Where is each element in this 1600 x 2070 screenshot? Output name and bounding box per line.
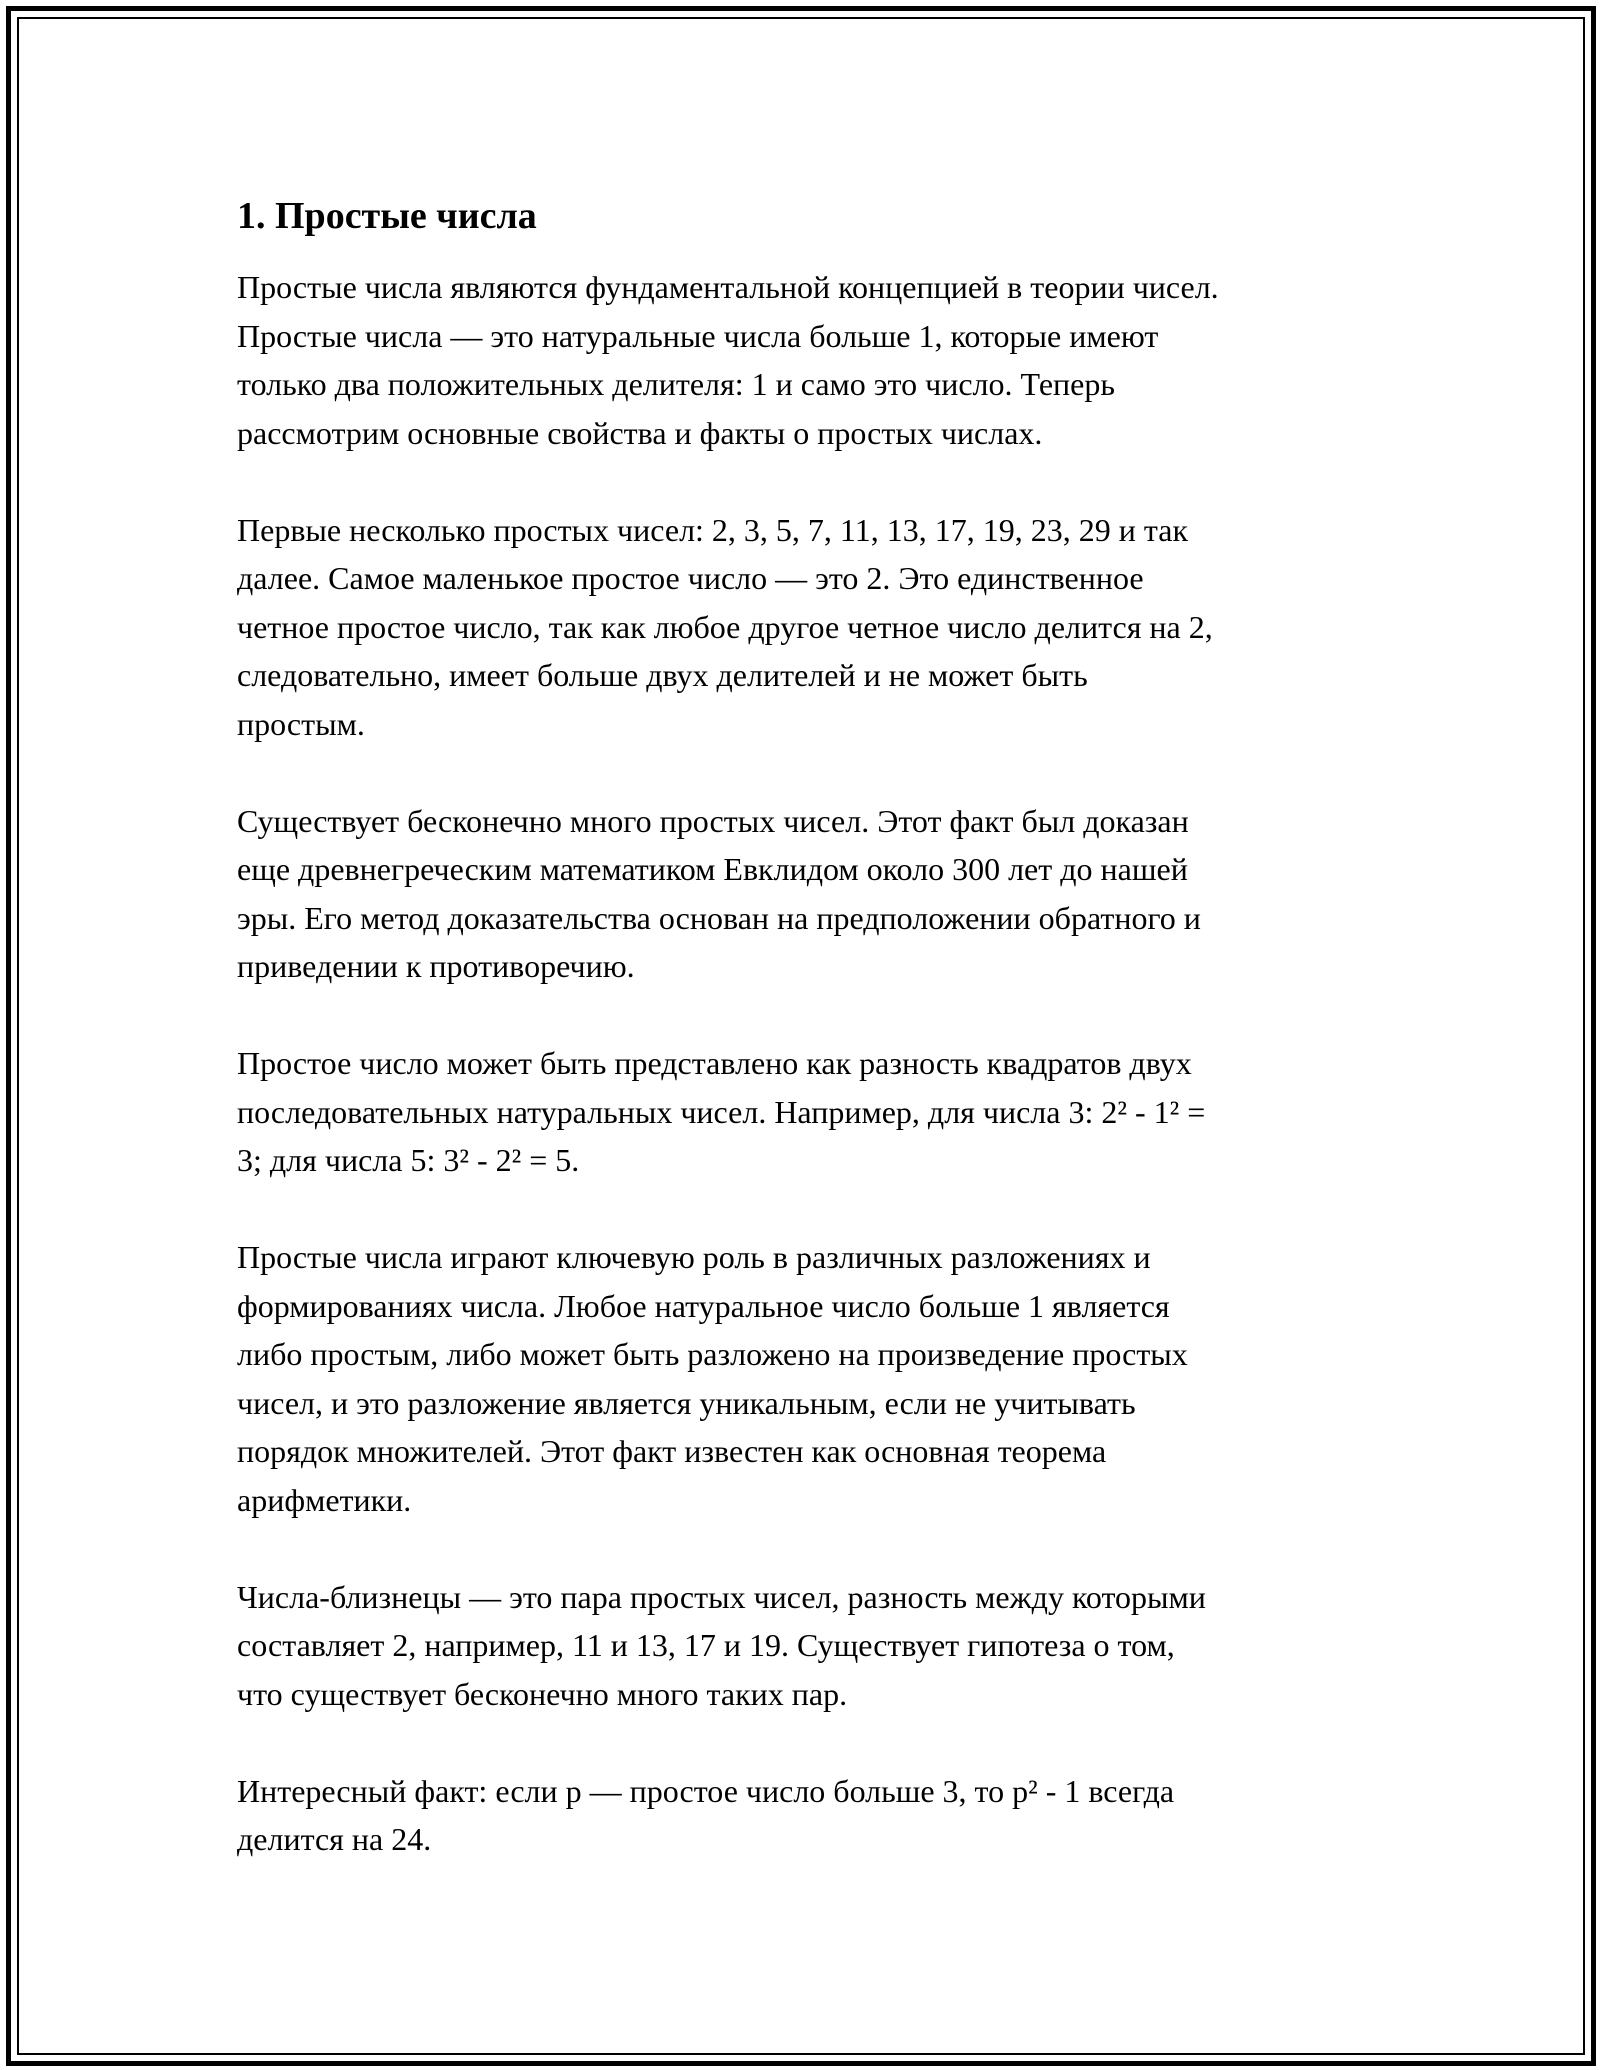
paragraph-intro: Простые числа являются фундаментальной концепцией в теории чисел. Простые числа — это натуральные числа больше 1, которые имеют только два положительных делителя: 1 и само это число. Теперь рассмотрим основные свойства и факты о простых числах. xyxy=(237,269,1219,451)
paragraph-fundamental-theorem: Простые числа играют ключевую роль в различных разложениях и формированиях числа. Любое натуральное число больше 1 является либо простым, либо может быть разложено на произведение простых чисел, и это разложение является уникальным, если не учитывать порядок множителей. Этот факт известен как основная теорема арифметики. xyxy=(237,1239,1188,1518)
paragraph-difference-of-squares: Простое число может быть представлено как разность квадратов двух последовательных натуральных чисел. Например, для числа 3: 2² - 1² = 3; для числа 5: 3² - 2² = 5. xyxy=(237,1045,1206,1178)
paragraph-interesting-fact: Интересный факт: если p — простое число больше 3, то p² - 1 всегда делится на 24. xyxy=(237,1772,1175,1857)
paragraph-first-primes: Первые несколько простых чисел: 2, 3, 5, 7, 11, 13, 17, 19, 23, 29 и так далее. Самое маленькое простое число — это 2. Это единственное четное простое число, так как любое другое четное число делится на 2, следовательно, имеет больше двух делителей и не может быть простым. xyxy=(237,511,1213,742)
document-title: 1. Простые числа xyxy=(237,195,537,237)
paragraph-infinite-primes: Существует бесконечно много простых чисел. Этот факт был доказан еще древнегреческим математиком Евклидом около 300 лет до нашей эры. Его метод доказательства основан на предположении обратного и приведении к противоречию. xyxy=(237,802,1201,984)
document-body xyxy=(237,192,1387,1864)
paragraph-twin-primes: Числа-близнецы — это пара простых чисел, разность между которыми составляет 2, например, 11 и 13, 17 и 19. Существует гипотеза о том, что существует бесконечно много таких пар. xyxy=(237,1578,1206,1712)
